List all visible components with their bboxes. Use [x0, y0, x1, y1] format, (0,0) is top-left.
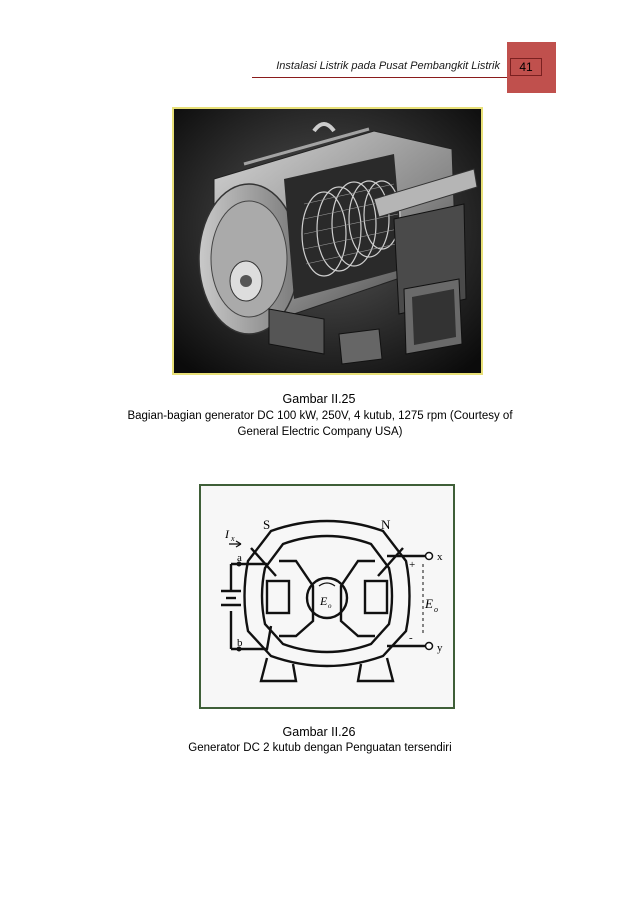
- figure1-caption-title: Gambar II.25: [282, 392, 356, 406]
- terminal-y-label: y: [437, 642, 443, 654]
- header-rule: [252, 77, 510, 78]
- plus-label: +: [409, 559, 416, 571]
- terminal-b-label: b: [237, 637, 243, 649]
- figure-dc-generator-cutaway: [172, 107, 483, 375]
- two-pole-generator-schematic: [201, 486, 453, 707]
- emf-label: E: [425, 596, 433, 611]
- minus-label: -: [409, 632, 413, 644]
- terminal-a-label: a: [237, 552, 242, 564]
- figure2-caption-body: Generator DC 2 kutub dengan Penguatan tersendiri: [188, 742, 452, 754]
- figure-dc-generator-2-pole-diagram: [199, 484, 455, 709]
- figure2-caption-title: Gambar II.26: [282, 725, 356, 739]
- south-pole-label: S: [263, 517, 271, 532]
- header-title: Instalasi Listrik pada Pusat Pembangkit Listrik: [276, 60, 500, 72]
- armature-emf-label: E: [320, 594, 328, 608]
- current-subscript: x: [231, 534, 235, 543]
- terminal-x-label: x: [437, 551, 443, 563]
- page-number: 41: [510, 58, 542, 76]
- generator-cutaway-illustration: [174, 109, 481, 373]
- armature-emf-subscript: o: [328, 602, 332, 610]
- figure1-caption-body: Bagian-bagian generator DC 100 kW, 250V, 4 kutub, 1275 rpm (Courtesy of General Electric Company USA): [127, 410, 513, 438]
- north-pole-label: N: [381, 517, 391, 532]
- current-label: I: [225, 527, 229, 541]
- emf-subscript: o: [434, 605, 438, 614]
